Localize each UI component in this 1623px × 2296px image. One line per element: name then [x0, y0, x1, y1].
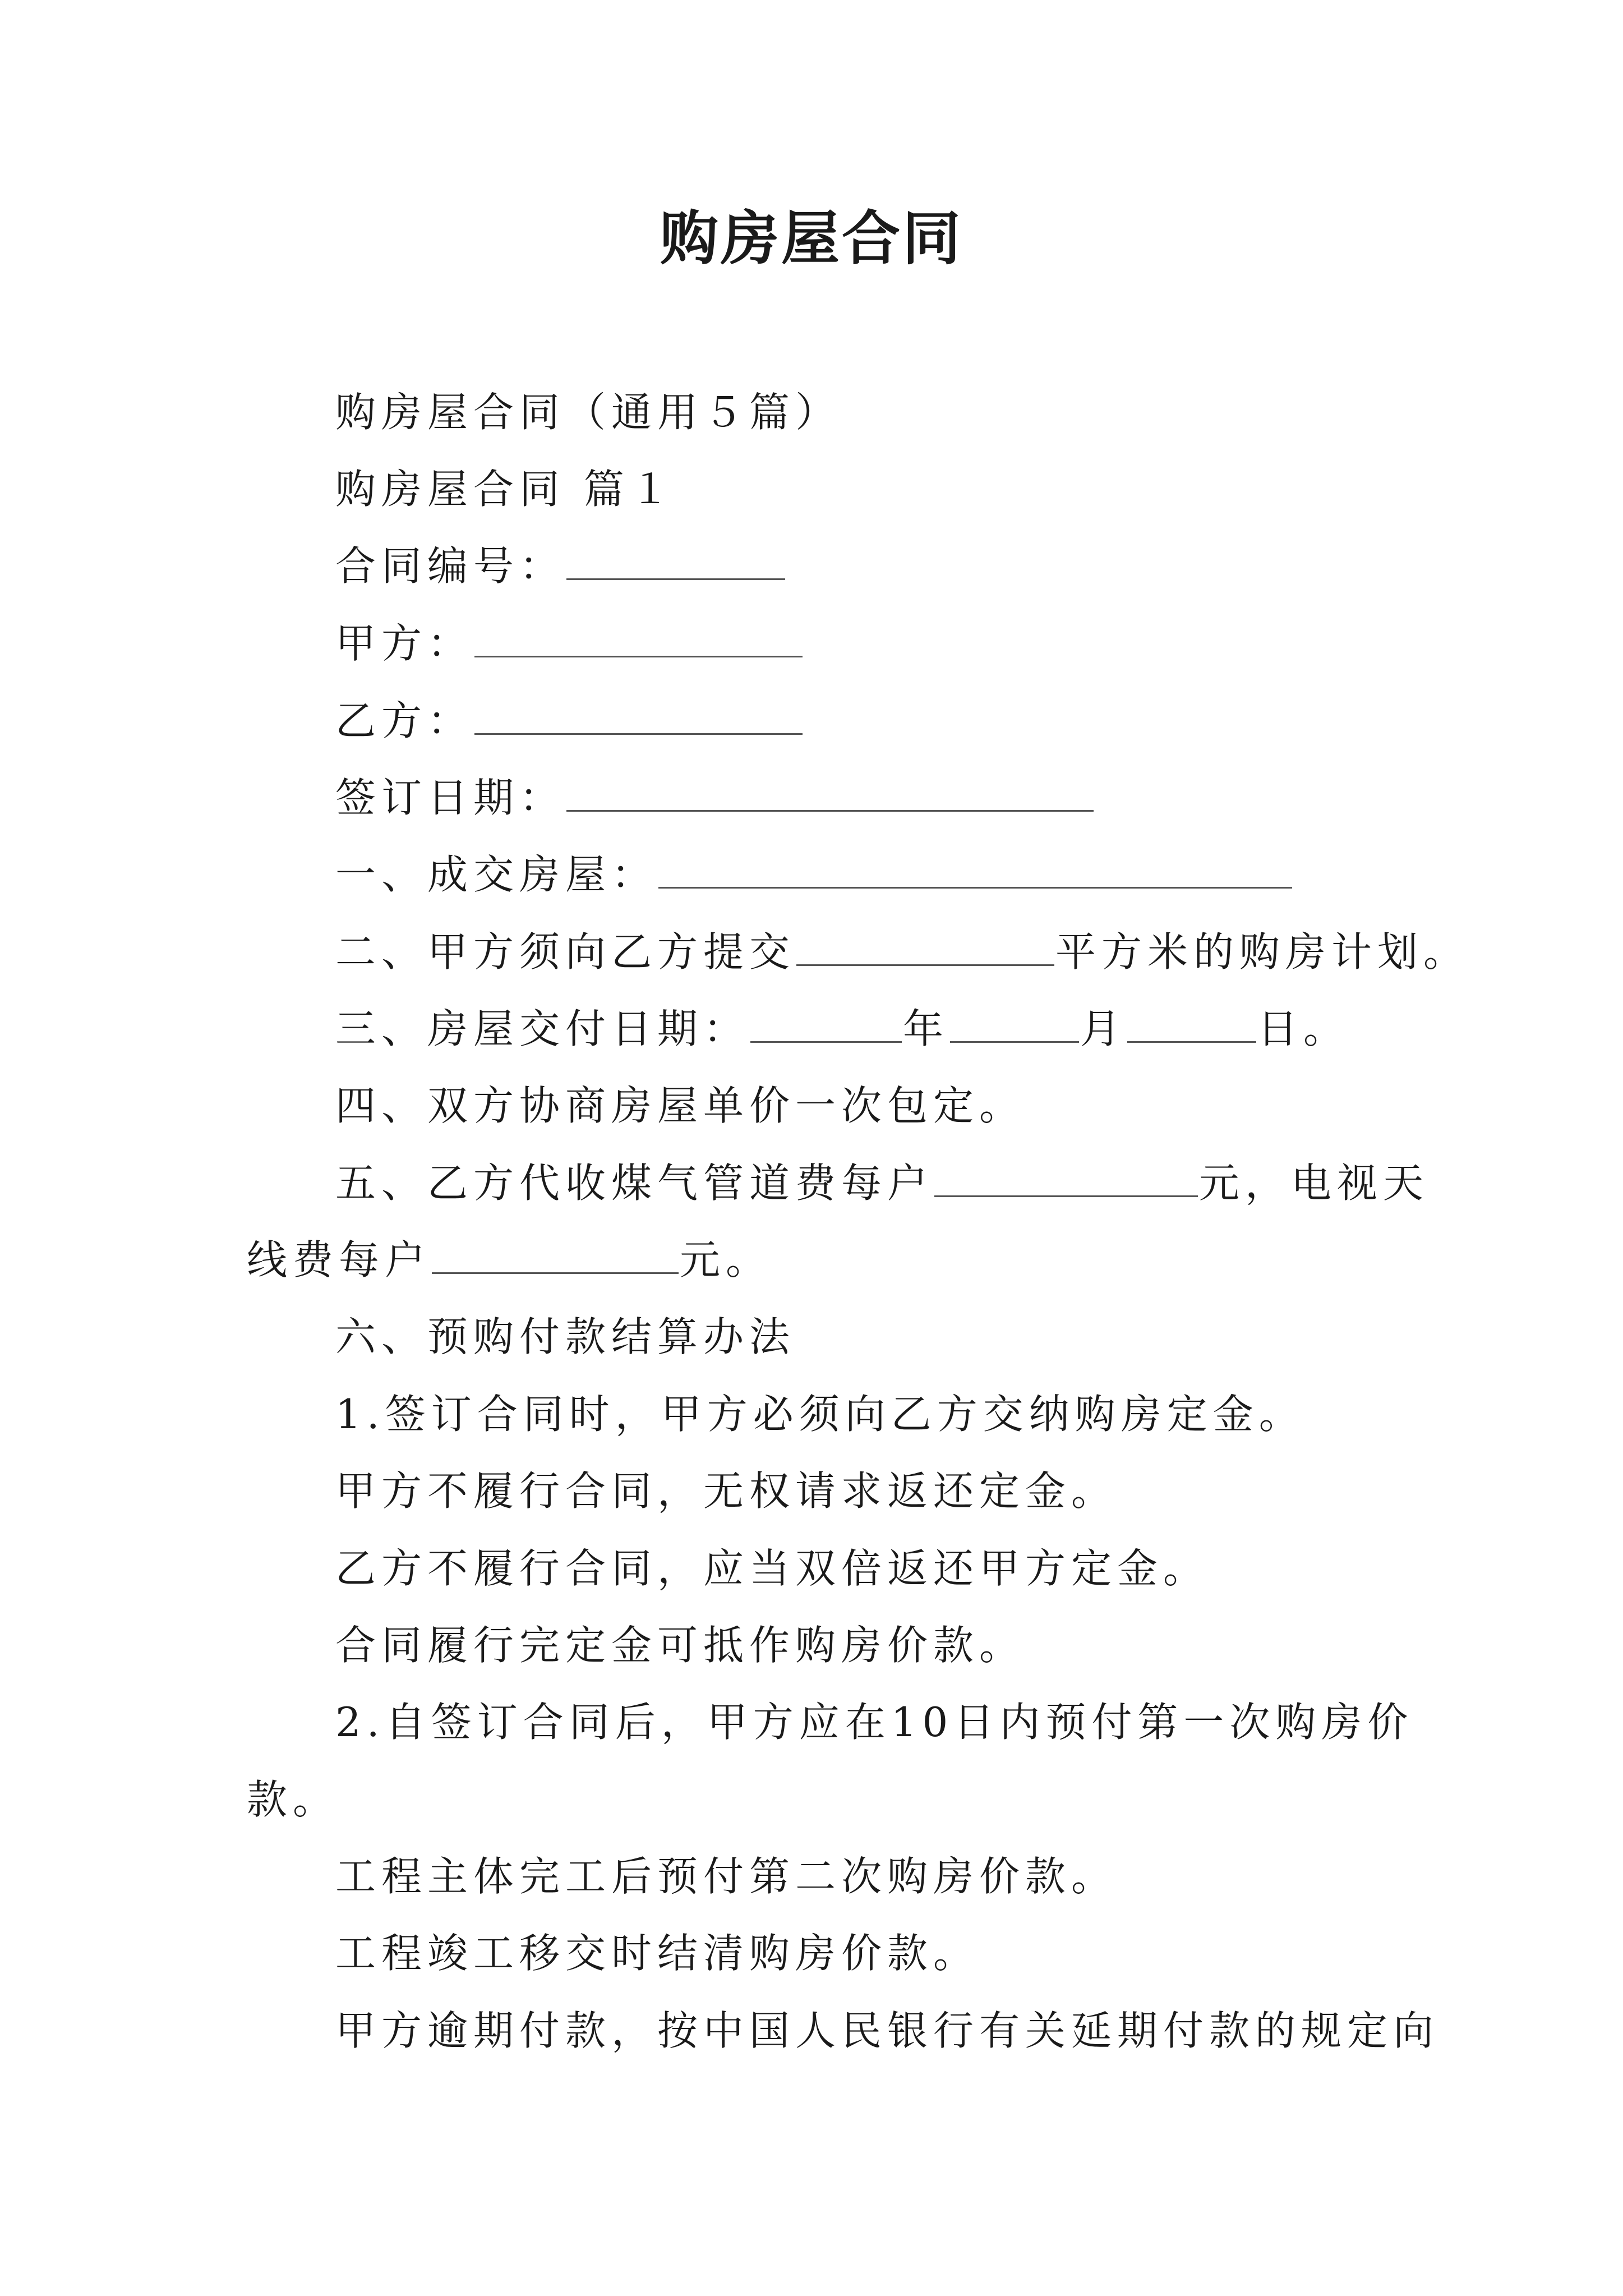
sign-date-line	[247, 767, 1095, 829]
clause-3-text: 三、房屋交付日期：	[335, 1005, 750, 1052]
party-a-label: 甲方：	[335, 620, 474, 667]
subtitle-line	[247, 381, 841, 443]
payment-item-1c-line	[247, 1614, 1025, 1676]
delivery-year-blank	[750, 1007, 902, 1043]
clause-4-text: 四、双方协商房屋单价一次包定。	[335, 1082, 1026, 1129]
clause-3-line	[247, 998, 1349, 1060]
day-label: 日。	[1257, 1005, 1350, 1052]
clause-5-continuation-text: 线费每户	[247, 1236, 431, 1283]
clause-1-blank	[658, 853, 1292, 889]
party-a-line	[247, 613, 804, 674]
sign-date-label: 签订日期：	[335, 774, 566, 821]
payment-item-1c-text: 合同履行完定金可抵作购房价款。	[335, 1622, 1026, 1669]
clause-5-text-start: 五、乙方代收煤气管道费每户	[335, 1159, 934, 1207]
month-label: 月	[1080, 1005, 1127, 1052]
payment-item-2c-line	[247, 2000, 1439, 2062]
clause-2-line	[247, 921, 1469, 983]
clause-1-line	[247, 844, 1293, 905]
delivery-day-blank	[1127, 1007, 1256, 1043]
delivery-month-blank	[950, 1007, 1079, 1043]
clause-2-text-start: 二、甲方须向乙方提交	[335, 928, 796, 976]
payment-item-1b-line	[247, 1538, 1209, 1599]
clause-2-blank	[796, 931, 1054, 966]
clause-6-line	[247, 1306, 795, 1368]
clause-2-text-end: 平方米的购房计划。	[1055, 928, 1470, 976]
payment-item-2-text: 2.自签订合同后，甲方应在10日内预付第一次购房价	[335, 1699, 1414, 1746]
subtitle-text: 购房屋合同（通用５篇）	[335, 389, 842, 436]
clause-6-text: 六、预购付款结算办法	[335, 1313, 796, 1360]
contract-number-blank	[566, 545, 785, 580]
section-heading-text: 购房屋合同 篇１	[335, 466, 676, 513]
year-label: 年	[903, 1005, 949, 1052]
clause-5-text-end: 元，电视天	[1199, 1159, 1430, 1207]
party-b-line	[247, 690, 804, 752]
payment-item-2b-line	[247, 1922, 979, 1984]
tv-fee-blank	[432, 1239, 679, 1274]
payment-item-2b-text: 工程竣工移交时结清购房价款。	[335, 1930, 980, 1977]
clause-1-text: 一、成交房屋：	[335, 851, 658, 898]
section-heading-line	[247, 458, 676, 520]
clause-5-line	[247, 1152, 1429, 1214]
payment-item-2-continuation-text: 款。	[247, 1776, 339, 1823]
document-title: 购房屋合同	[660, 204, 963, 273]
clause-5-continuation-end: 元。	[680, 1236, 772, 1283]
clause-4-line	[247, 1075, 1025, 1137]
payment-item-1-text: 1.签订合同时，甲方必须向乙方交纳购房定金。	[335, 1391, 1305, 1438]
payment-item-2a-text: 工程主体完工后预付第二次购房价款。	[335, 1853, 1118, 1900]
payment-item-1b-text: 乙方不履行合同，应当双倍返还甲方定金。	[335, 1545, 1210, 1592]
contract-number-line	[247, 535, 786, 597]
gas-fee-blank	[934, 1162, 1198, 1197]
party-b-blank	[474, 700, 803, 735]
sign-date-blank	[566, 776, 1094, 812]
payment-item-2-line	[247, 1691, 1413, 1753]
party-a-blank	[474, 622, 803, 657]
payment-item-1a-text: 甲方不履行合同，无权请求返还定金。	[335, 1467, 1118, 1515]
clause-5-continuation-line	[247, 1229, 772, 1291]
payment-item-1a-line	[247, 1460, 1117, 1522]
payment-item-2-continuation-line	[247, 1769, 339, 1830]
payment-item-2a-line	[247, 1846, 1117, 1907]
payment-item-2c-text: 甲方逾期付款，按中国人民银行有关延期付款的规定向	[335, 2007, 1440, 2054]
party-b-label: 乙方：	[335, 697, 474, 744]
payment-item-1-line	[247, 1383, 1305, 1445]
contract-number-label: 合同编号：	[335, 542, 566, 590]
